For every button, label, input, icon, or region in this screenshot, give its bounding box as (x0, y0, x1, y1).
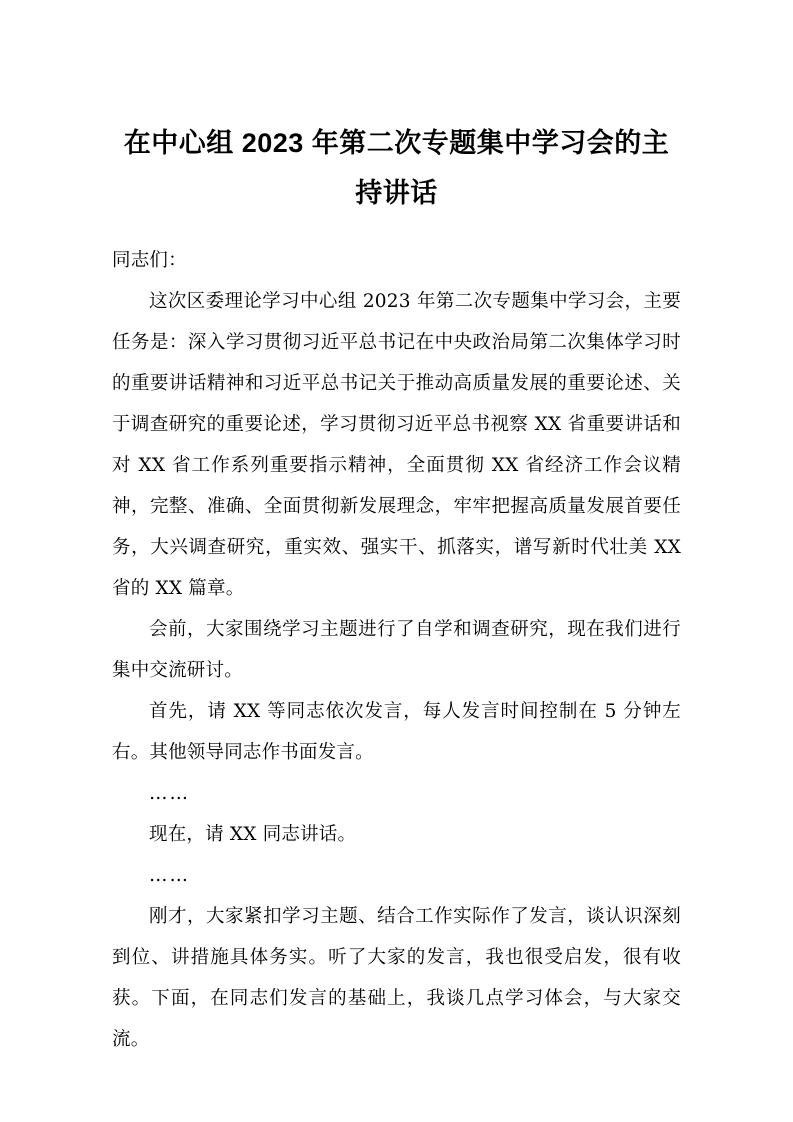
paragraph-1: 这次区委理论学习中心组 2023 年第二次专题集中学习会，主要任务是：深入学习贯彻习近平总书记在中央政治局第二次集体学习时的重要讲话精神和习近平总书记关于推动高质量发展的重要论述、关于调查研究的重要论述，学习贯彻习近平总书视察 XX 省重要讲话和对 XX 省工作系列重要指示精神，全面贯彻 XX 省经济工作会议精神，完整、准确、全面贯彻新发展理念，牢牢把握高质量发展首要任务，大兴调查研究，重实效、强实干、抓落实，谱写新时代壮美 XX 省的 XX 篇章。 (112, 291, 681, 599)
salutation: 同志们： (112, 250, 187, 271)
paragraph-6-ellipsis: …… (149, 865, 190, 886)
paragraph-7: 刚才，大家紧扣学习主题、结合工作实际作了发言，谈认识深刻到位、讲措施具体务实。听了大家的发言，我也很受启发，很有收获。下面，在同志们发言的基础上，我谈几点学习体会，与大家交流。 (112, 906, 681, 1050)
paragraph-2: 会前，大家围绕学习主题进行了自学和调查研究，现在我们进行集中交流研讨。 (112, 619, 681, 681)
page-title: 在中心组 2023 年第二次专题集中学习会的主持讲话 (123, 128, 670, 208)
paragraph-3: 首先，请 XX 等同志依次发言，每人发言时间控制在 5 分钟左右。其他领导同志作书面发言。 (112, 701, 681, 763)
paragraph-5: 现在，请 XX 同志讲话。 (149, 824, 357, 845)
paragraph-4-ellipsis: …… (149, 783, 190, 804)
